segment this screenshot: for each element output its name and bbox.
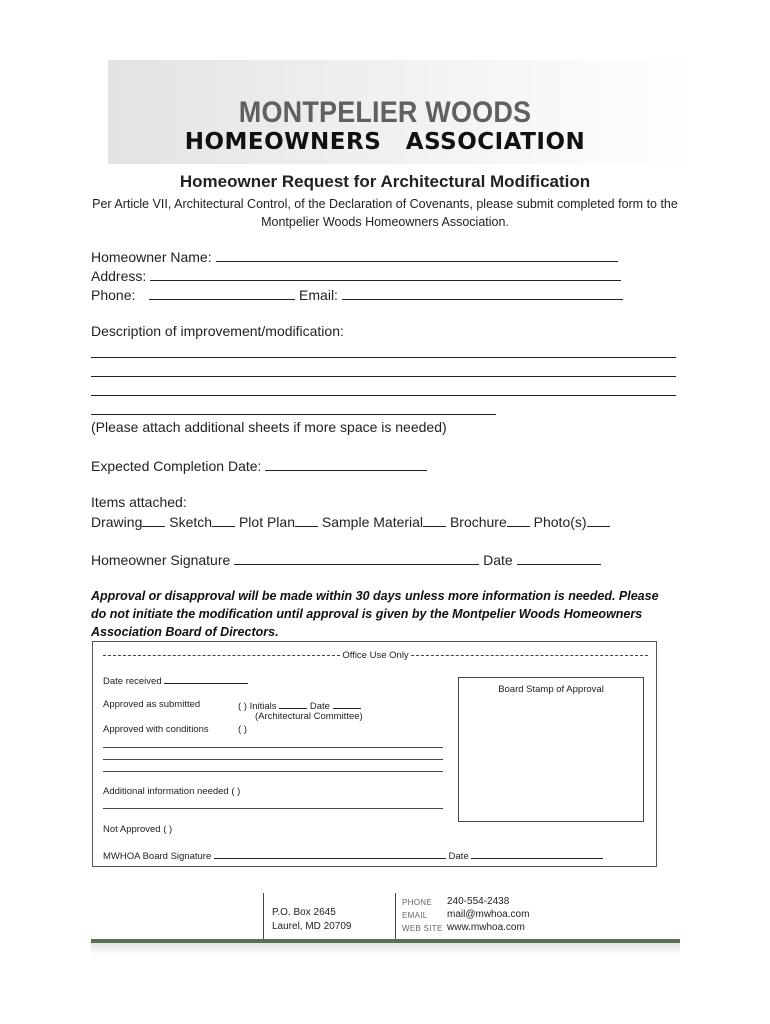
completion-date-field[interactable] xyxy=(265,457,427,471)
approved-as-submitted-check[interactable]: ( ) xyxy=(238,701,247,712)
approved-with-conditions-label: Approved with conditions xyxy=(103,724,209,735)
attach-note: (Please attach additional sheets if more space is needed) xyxy=(91,419,447,435)
item-drawing-blank[interactable] xyxy=(142,513,165,527)
city-state-zip: Laurel, MD 20709 xyxy=(272,921,352,932)
item-brochure-label: Brochure xyxy=(449,514,507,530)
conditions-line-3[interactable] xyxy=(103,771,443,772)
description-line-3[interactable] xyxy=(91,395,676,396)
phone-field[interactable] xyxy=(149,286,295,300)
item-drawing-label: Drawing xyxy=(91,514,143,530)
item-brochure-blank[interactable] xyxy=(507,513,530,527)
additional-info-label[interactable]: Additional information needed ( ) xyxy=(103,786,241,797)
office-use-heading xyxy=(103,650,648,661)
date-received-label: Date received xyxy=(103,676,162,687)
description-line-1[interactable] xyxy=(91,357,676,358)
date-received-field[interactable] xyxy=(164,674,248,684)
phone-email-row xyxy=(91,286,623,303)
phone-contact-value: 240-554-2438 xyxy=(447,896,510,907)
board-stamp-label: Board Stamp of Approval xyxy=(498,684,604,695)
completion-row xyxy=(91,457,427,474)
email-label: Email: xyxy=(299,287,338,303)
committee-note: (Architectural Committee) xyxy=(255,711,363,722)
address-label: Address: xyxy=(91,268,147,284)
approved-with-conditions-check[interactable]: ( ) xyxy=(238,724,247,735)
description-line-2[interactable] xyxy=(91,376,676,377)
address-row xyxy=(91,267,621,284)
item-sketch-label: Sketch xyxy=(169,514,213,530)
signature-date-label: Date xyxy=(483,552,513,568)
signature-row xyxy=(91,551,601,568)
item-sample-material-blank[interactable] xyxy=(423,513,446,527)
initials-date-field[interactable] xyxy=(333,699,361,709)
item-photos-blank[interactable] xyxy=(587,513,610,527)
form-intro: Per Article VII, Architectural Control, of the Declaration of Covenants, please submit completed form to the Montpelier Woods Homeowners Association. xyxy=(92,197,678,229)
description-line-4[interactable] xyxy=(91,414,496,415)
footer-divider-left xyxy=(263,893,264,941)
initials-field[interactable] xyxy=(279,699,307,709)
web-contact-label: WEB SITE xyxy=(402,924,443,933)
phone-label: Phone: xyxy=(91,287,136,303)
homeowner-name-row xyxy=(91,248,618,265)
web-contact-value[interactable]: www.mwhoa.com xyxy=(447,922,525,933)
homeowner-name-field[interactable] xyxy=(216,248,618,262)
item-sketch-blank[interactable] xyxy=(212,513,235,527)
org-subtitle: HOMEOWNERS ASSOCIATION xyxy=(184,129,586,155)
board-signature-label: MWHOA Board Signature xyxy=(103,851,212,862)
item-photos-label: Photo(s) xyxy=(533,514,587,530)
homeowner-name-label: Homeowner Name: xyxy=(91,249,212,265)
org-name: MONTPELIER WOODS xyxy=(238,96,532,129)
approval-notice: Approval or disapproval will be made within 30 days unless more information is needed. Please do not initiate the modification until approval is given by the Montpelier Woods Homeowners Association Board of Directors. xyxy=(91,589,659,639)
footer-divider-right xyxy=(395,893,396,941)
item-plot-plan-label: Plot Plan xyxy=(238,514,295,530)
email-field[interactable] xyxy=(342,286,623,300)
conditions-line-2[interactable] xyxy=(103,759,443,760)
board-signature-field[interactable] xyxy=(214,849,446,859)
po-box: P.O. Box 2645 xyxy=(272,907,336,918)
mailing-address xyxy=(272,906,352,934)
date-received-row xyxy=(103,674,248,687)
office-use-label: Office Use Only xyxy=(342,650,409,661)
phone-contact-label: PHONE xyxy=(402,898,432,907)
email-contact-value[interactable]: mail@mwhoa.com xyxy=(447,909,530,920)
signature-field[interactable] xyxy=(234,551,479,565)
board-date-label: Date xyxy=(448,851,469,862)
conditions-line-1[interactable] xyxy=(103,747,443,748)
item-sample-material-label: Sample Material xyxy=(321,514,424,530)
not-approved-label[interactable]: Not Approved ( ) xyxy=(103,824,173,835)
items-label: Items attached: xyxy=(91,494,187,510)
item-plot-plan-blank[interactable] xyxy=(295,513,318,527)
footer-shadow xyxy=(91,943,680,955)
email-contact-label: EMAIL xyxy=(402,911,428,920)
signature-label: Homeowner Signature xyxy=(91,552,231,568)
form-title: Homeowner Request for Architectural Modification xyxy=(179,172,591,191)
board-date-field[interactable] xyxy=(471,849,603,859)
initials-label: Initials xyxy=(249,701,277,712)
additional-info-line[interactable] xyxy=(103,808,443,809)
board-signature-row xyxy=(103,849,603,862)
completion-label: Expected Completion Date: xyxy=(91,458,262,474)
office-use-box xyxy=(92,641,657,867)
initials-date-label: Date xyxy=(309,701,330,712)
description-label: Description of improvement/modification: xyxy=(91,323,344,339)
signature-date-field[interactable] xyxy=(517,551,601,565)
address-field[interactable] xyxy=(150,267,621,281)
board-stamp-box xyxy=(458,677,644,822)
items-row xyxy=(91,513,610,530)
approved-as-submitted-label: Approved as submitted xyxy=(103,699,201,710)
